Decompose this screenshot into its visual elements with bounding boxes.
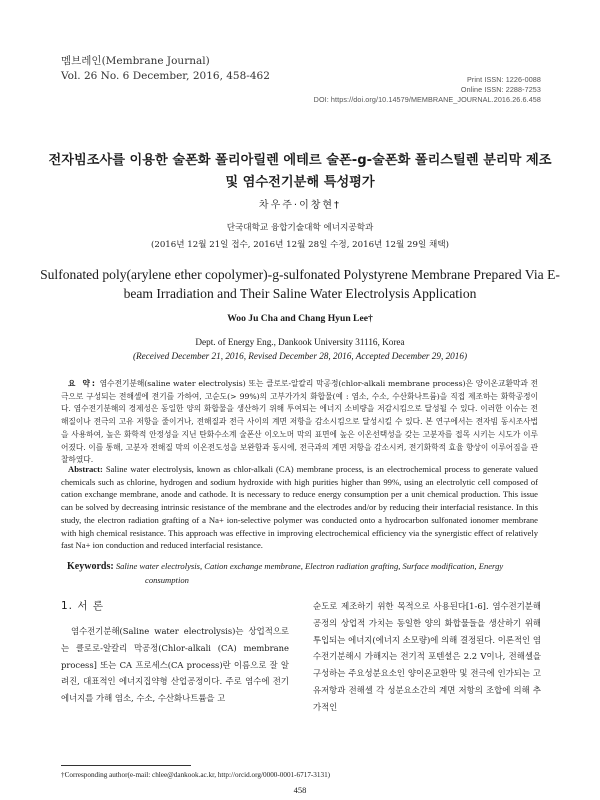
english-affiliation: Dept. of Energy Eng., Dankook University 31116, Korea <box>195 337 405 347</box>
journal-header <box>61 54 270 84</box>
english-authors: Woo Ju Cha and Chang Hyun Lee† <box>227 313 373 324</box>
doi-link[interactable]: DOI: https://doi.org/10.14579/MEMBRANE_JOURNAL.2016.26.6.458 <box>313 95 541 104</box>
print-issn: Print ISSN: 1226-0088 <box>466 75 541 84</box>
korean-abstract-text: 염수전기분해(saline water electrolysis) 또는 클로로-알칼리 막공정(chlor-alkali membrane process)은 양이온교환막과 전극으로 구성되는 전해셀에 전기를 가하여, 고순도(> 99%)의 고부가가치 화합물(예 : 염소, 수소, 수산화나트륨)을 직접 제조하는 화학공정이다. 염수전기분해의 경제성은 동일한 양의 화합물을 생산하기 위해 투여되는 에너지 소비량을 저감시킴으로 달성될 수 있다. 이러한 이슈는 전해질이나 전극의 고유 저항을 줄이거나, 전해질과 전극 사이의 계면 저항을 감소시킴으로 달성시킬 수 있다. 본 연구에서는 전자빔 동시조사법을 사용하여, 높은 화학적 안정성을 지닌 탄화수소계 술폰산 이오노머 막의 표면에 높은 이온선택성을 갖는 고분자를 접목 시키는 시도가 이루어졌다. 이를 통해, 고분자 전해질 막의 이온전도성을 보완함과 동시에, 전극과의 계면 저항을 감소시켜, 전기화학적 효율 향상이 이루어짐을 관찰하였다. <box>61 379 538 465</box>
page-number: 458 <box>293 785 307 795</box>
journal-name: 멤브레인(Membrane Journal) <box>61 55 210 67</box>
corresponding-author-footnote: †Corresponding author(e-mail: chlee@dankook.ac.kr, http://orcid.org/0000-0001-6717-3131) <box>61 771 331 779</box>
body-left-column: 염수전기분해(Saline water electrolysis)는 상업적으로는 클로로-알칼리 막공정(Chlor-alkali (CA) membrane process] 또는 CA 프로세스(CA process)란 이름으로 잘 알려진, 대표적인 에너지집약형 산업공정이다. 주로 염수에 전기에너지를 가해 염소, 수소, 수산화나트륨을 고 <box>61 626 289 704</box>
keywords-text: Saline water electrolysis, Cation exchange membrane, Electron radiation grafting, Surface modification, Energy consumption <box>115 561 504 585</box>
english-abstract <box>61 463 538 552</box>
keywords <box>61 560 538 586</box>
body-right-column: 순도로 제조하기 위한 목적으로 사용된다[1-6]. 염수전기분해공정의 상업적 가치는 동일한 양의 화합물들을 생산하기 위해 투입되는 에너지(에너지 소모량)에 의해 결정된다. 이론적인 염수전기분해시 가해지는 전기적 포텐셜은 2.2 V이나, 전해셀을 구성하는 주요성분요소인 양이온교환막 및 전극에 인가되는 고유저항과 전해셀 각 성분요소간의 계면 저항의 조합에 의해 추가적인 <box>313 601 541 712</box>
english-affiliation-block <box>0 335 600 363</box>
issn-block <box>314 75 541 105</box>
keywords-label: Keywords: <box>67 561 114 572</box>
volume-line: Vol. 26 No. 6 December, 2016, 458-462 <box>61 70 270 82</box>
section-heading: 1. 서 론 <box>61 600 104 612</box>
english-abstract-text: Saline water electrolysis, known as chlor-alkali (CA) membrane process, is an electrochemical process to generate valued chemicals such as chlorine, hydrogen and sodium hydroxide with high purities higher than 99%, using an electrolytic cell composed of cation exchange membrane, anode and cathode. It is necessary to reduce energy consumption per a unit chemical production. This issue can be solved by decreasing intrinsic resistance of the membrane and the electrodes and/or by reducing their interfacial resistance. In this study, the electron radiation grafting of a Na+ ion-selective polymer was conducted onto a hydrocarbon sulfonated ionomer membrane with high chemical resistance. This approach was effective in improving electrochemical efficiency via the synergistic effect of relatively fast Na+ ion conduction and reduced interfacial resistance. <box>61 464 538 551</box>
online-issn: Online ISSN: 2288-7253 <box>460 85 541 94</box>
korean-authors: 차우주·이창현† <box>258 200 342 211</box>
english-abstract-label: Abstract: <box>68 464 103 474</box>
korean-abstract-label: 요 약: <box>68 379 97 388</box>
footnote-divider <box>61 765 191 766</box>
english-dates: (Received December 21, 2016, Revised December 28, 2016, Accepted December 29, 2016) <box>132 351 468 361</box>
korean-affiliation-block <box>0 220 600 254</box>
korean-affiliation: 단국대학교 융합기술대학 에너지공학과 <box>226 223 374 233</box>
korean-abstract <box>61 378 538 467</box>
korean-title: 전자빔조사를 이용한 술폰화 폴리아릴렌 에테르 술폰-g-술폰화 폴리스틸렌 분리막 제조 및 염수전기분해 특성평가 <box>48 153 552 190</box>
english-title: Sulfonated poly(arylene ether copolymer)-g-sulfonated Polystyrene Membrane Prepared Via E-beam Irradiation and Their Saline Water Electrolysis Application <box>40 267 560 301</box>
korean-dates: (2016년 12월 21일 접수, 2016년 12월 28일 수정, 2016년 12월 29일 채택) <box>151 240 449 250</box>
